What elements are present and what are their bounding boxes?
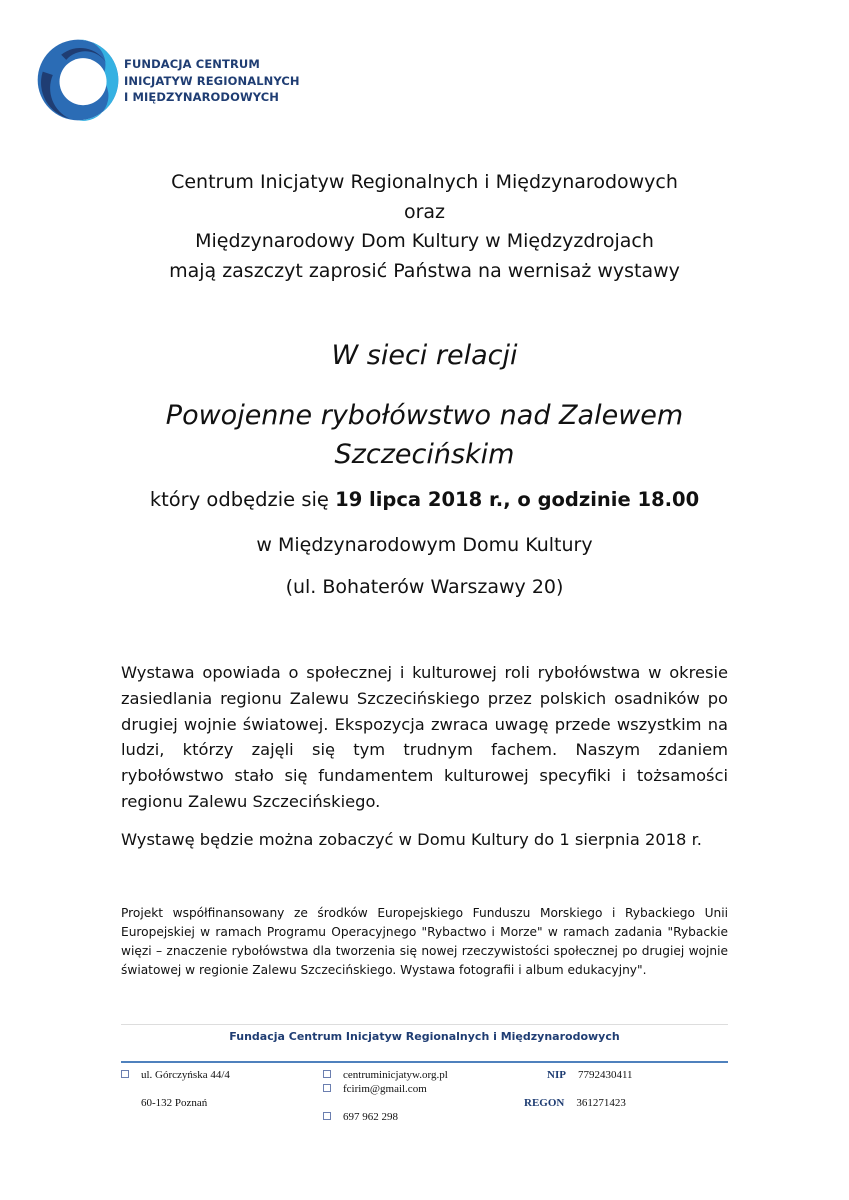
event-place: w Międzynarodowym Domu Kultury <box>256 534 593 556</box>
checkbox-bullet-icon <box>121 1070 129 1078</box>
footer-email <box>323 1083 427 1095</box>
regon-label: REGON <box>524 1097 565 1109</box>
footer-phone <box>323 1111 398 1123</box>
nip-value: 7792430411 <box>577 1069 633 1081</box>
closing-date-note: Wystawę będzie można zobaczyć w Domu Kultury do 1 sierpnia 2018 r. <box>121 830 702 849</box>
email-text: fcirim@gmail.com <box>343 1083 427 1095</box>
intro-line-4: mają zaszczyt zaprosić Państwa na wernisaż wystawy <box>169 259 680 282</box>
street-text: ul. Górczyńska 44/4 <box>141 1069 230 1081</box>
organization-name <box>124 56 300 106</box>
exhibition-title: W sieci relacji <box>331 340 518 371</box>
footer-city: 60-132 Poznań <box>141 1097 208 1109</box>
exhibition-description: Wystawa opowiada o społecznej i kulturowej roli rybołówstwa w okresie zasiedlania regionu Zalewu Szczecińskiego przez polskich osadników po drugiej wojnie światowej. Ekspozycja zwraca uwagę przede wszystkim na ludzi, którzy zajęli się tym trudnym fachem. Naszym zdaniem rybołówstwo stało się fundamentem kulturowej specyfiki i tożsamości regionu Zalewu Szczecińskiego. <box>121 663 728 811</box>
swirl-logo-icon <box>36 38 120 122</box>
invitation-intro <box>0 168 849 286</box>
intro-line-2: oraz <box>403 200 446 223</box>
subtitle-line-1: Powojenne rybołówstwo nad Zalewem <box>165 400 684 431</box>
footer-divider-top <box>121 1024 728 1025</box>
event-address: (ul. Bohaterów Warszawy 20) <box>285 576 564 598</box>
footer-title: Fundacja Centrum Inicjatyw Regionalnych i Międzynarodowych <box>229 1030 620 1043</box>
exhibition-subtitle <box>0 396 849 474</box>
subtitle-line-2: Szczecińskim <box>334 439 515 470</box>
footer-divider-blue <box>121 1061 728 1063</box>
checkbox-bullet-icon <box>323 1070 331 1078</box>
funding-note: Projekt współfinansowany ze środków Europejskiego Funduszu Morskiego i Rybackiego Unii Europejskiej w ramach Programu Operacyjnego "Rybactwo i Morze" w ramach zadania "Rybackie więzi – znaczenie rybołówstwa dla tworzenia się nowej rzeczywistości społecznej po drugiej wojnie światowej w regionie Zalewu Szczecińskiego. Wystawa fotografii i album edukacyjny". <box>121 906 728 977</box>
footer-street <box>121 1069 230 1081</box>
logo-line-3: I MIĘDZYNARODOWYCH <box>124 90 280 104</box>
nip-label: NIP <box>547 1069 566 1081</box>
intro-line-1: Centrum Inicjatyw Regionalnych i Międzynarodowych <box>171 171 678 193</box>
footer-website <box>323 1069 448 1081</box>
logo-line-1: FUNDACJA CENTRUM <box>124 57 260 71</box>
event-date-time: 19 lipca 2018 r., o godzinie 18.00 <box>335 488 700 511</box>
checkbox-bullet-icon <box>323 1112 331 1120</box>
event-prefix: który odbędzie się <box>149 488 336 511</box>
logo-line-2: INICJATYW REGIONALNYCH <box>124 73 300 88</box>
event-date-line <box>0 488 849 511</box>
phone-text: 697 962 298 <box>343 1111 398 1123</box>
regon-value: 361271423 <box>576 1097 626 1109</box>
website-text: centruminicjatyw.org.pl <box>343 1069 448 1081</box>
footer-nip <box>547 1069 633 1081</box>
intro-line-3: Międzynarodowy Dom Kultury w Międzyzdrojach <box>195 230 654 252</box>
footer-regon <box>524 1097 626 1109</box>
checkbox-bullet-icon <box>323 1084 331 1092</box>
